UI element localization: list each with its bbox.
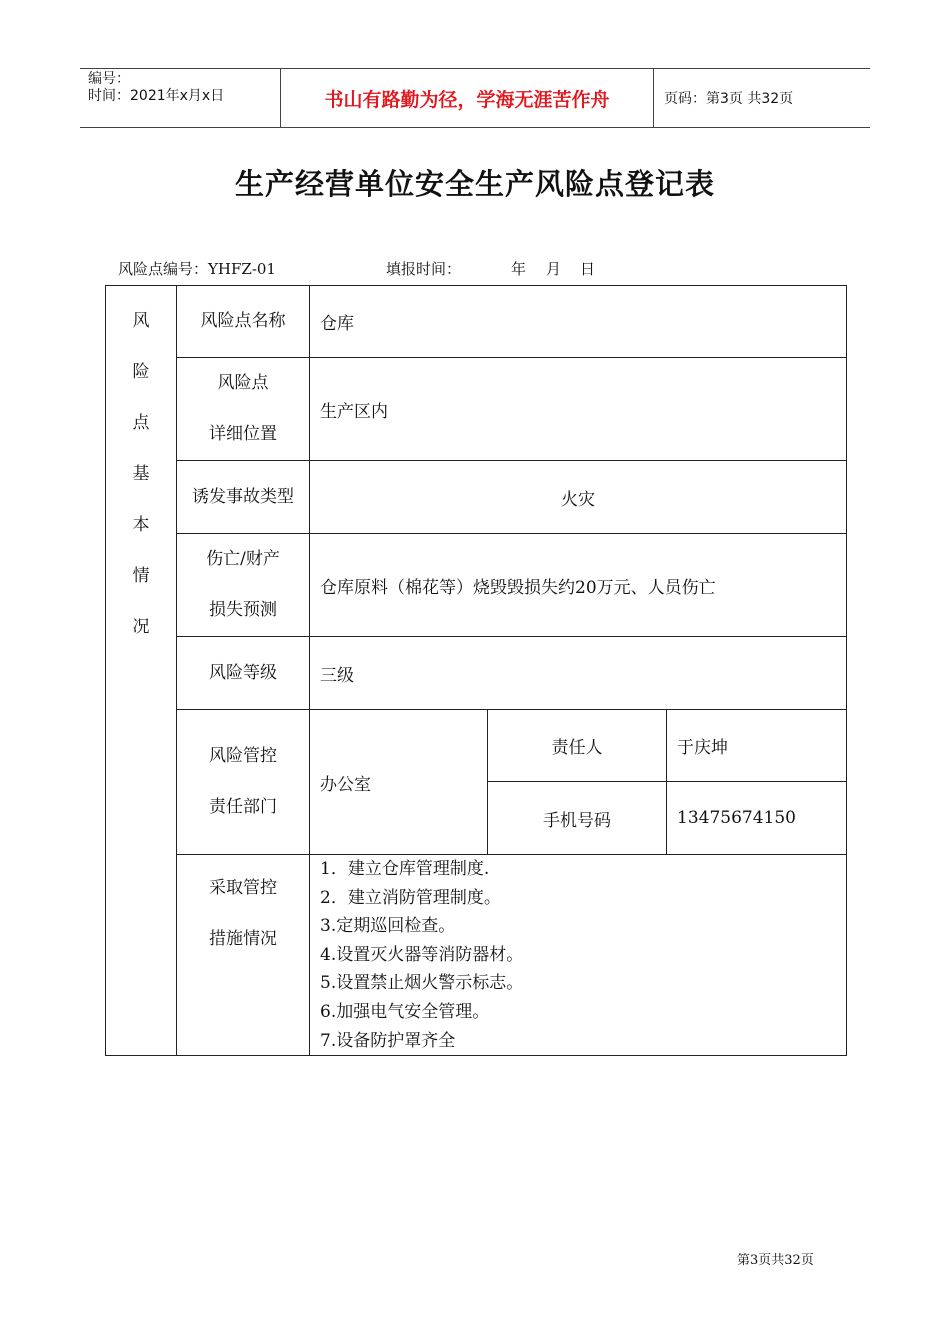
measures-label-line1: 采取管控 (209, 878, 277, 898)
dept-value: 办公室 (310, 710, 488, 855)
side-char: 本 (132, 515, 150, 535)
list-item: 5.设置禁止烟火警示标志。 (320, 973, 524, 994)
time-label: 时间：2021年x月x日 (88, 88, 225, 104)
header-page-label: 页码：第3页 共32页 (664, 91, 794, 107)
list-item: 2．建立消防管理制度。 (320, 887, 501, 908)
loss-label-line1: 伤亡/财产 (206, 549, 280, 569)
location-label-line1: 风险点 (217, 373, 269, 393)
number-label: 编号： (88, 71, 130, 87)
level-value: 三级 (310, 637, 847, 710)
loss-value: 仓库原料（棉花等）烧毁毁损失约20万元、人员伤亡 (310, 534, 847, 637)
location-label-line2: 详细位置 (209, 424, 277, 444)
location-value: 生产区内 (310, 358, 847, 461)
side-char: 情 (132, 566, 150, 586)
loss-label (177, 534, 310, 637)
measures-list (310, 855, 847, 1056)
header-motto: 书山有路勤为径，学海无涯苦作舟 (281, 69, 654, 127)
dept-label-line2: 责任部门 (209, 797, 277, 817)
fill-month: 月 (546, 260, 562, 278)
fill-day: 日 (580, 260, 596, 278)
name-value: 仓库 (310, 286, 847, 358)
page-footer: 第3页共32页 (737, 1253, 814, 1268)
name-label: 风险点名称 (177, 286, 310, 358)
page-header (80, 68, 870, 128)
accident-type-value: 火灾 (310, 461, 847, 534)
risk-code: 风险点编号：YHFZ-01 (118, 260, 276, 278)
list-item: 3.定期巡回检查。 (320, 916, 456, 937)
person-value: 于庆坤 (667, 710, 847, 782)
list-item: 6.加强电气安全管理。 (320, 1001, 490, 1022)
dept-label-line1: 风险管控 (209, 746, 277, 766)
side-char: 点 (132, 413, 150, 433)
risk-register-table (105, 285, 847, 1056)
level-label: 风险等级 (177, 637, 310, 710)
phone-label: 手机号码 (488, 782, 667, 855)
phone-value: 13475674150 (667, 782, 847, 855)
accident-type-label: 诱发事故类型 (177, 461, 310, 534)
fill-time-label: 填报时间： (386, 260, 462, 278)
person-label: 责任人 (488, 710, 667, 782)
side-char: 险 (132, 362, 150, 382)
location-label (177, 358, 310, 461)
header-left-cell (80, 69, 281, 127)
side-header-cell (106, 286, 177, 1056)
list-item: 1．建立仓库管理制度. (320, 859, 490, 879)
fill-year: 年 (511, 260, 527, 278)
side-char: 基 (132, 464, 150, 484)
measures-label (177, 855, 310, 1056)
list-item: 7.设备防护罩齐全 (320, 1030, 456, 1051)
loss-label-line2: 损失预测 (209, 600, 277, 620)
side-char: 况 (132, 617, 150, 637)
page-title: 生产经营单位安全生产风险点登记表 (234, 167, 715, 201)
measures-label-line2: 措施情况 (209, 929, 277, 949)
side-char: 风 (132, 311, 150, 331)
dept-label (177, 710, 310, 855)
list-item: 4.设置灭火器等消防器材。 (320, 944, 524, 965)
